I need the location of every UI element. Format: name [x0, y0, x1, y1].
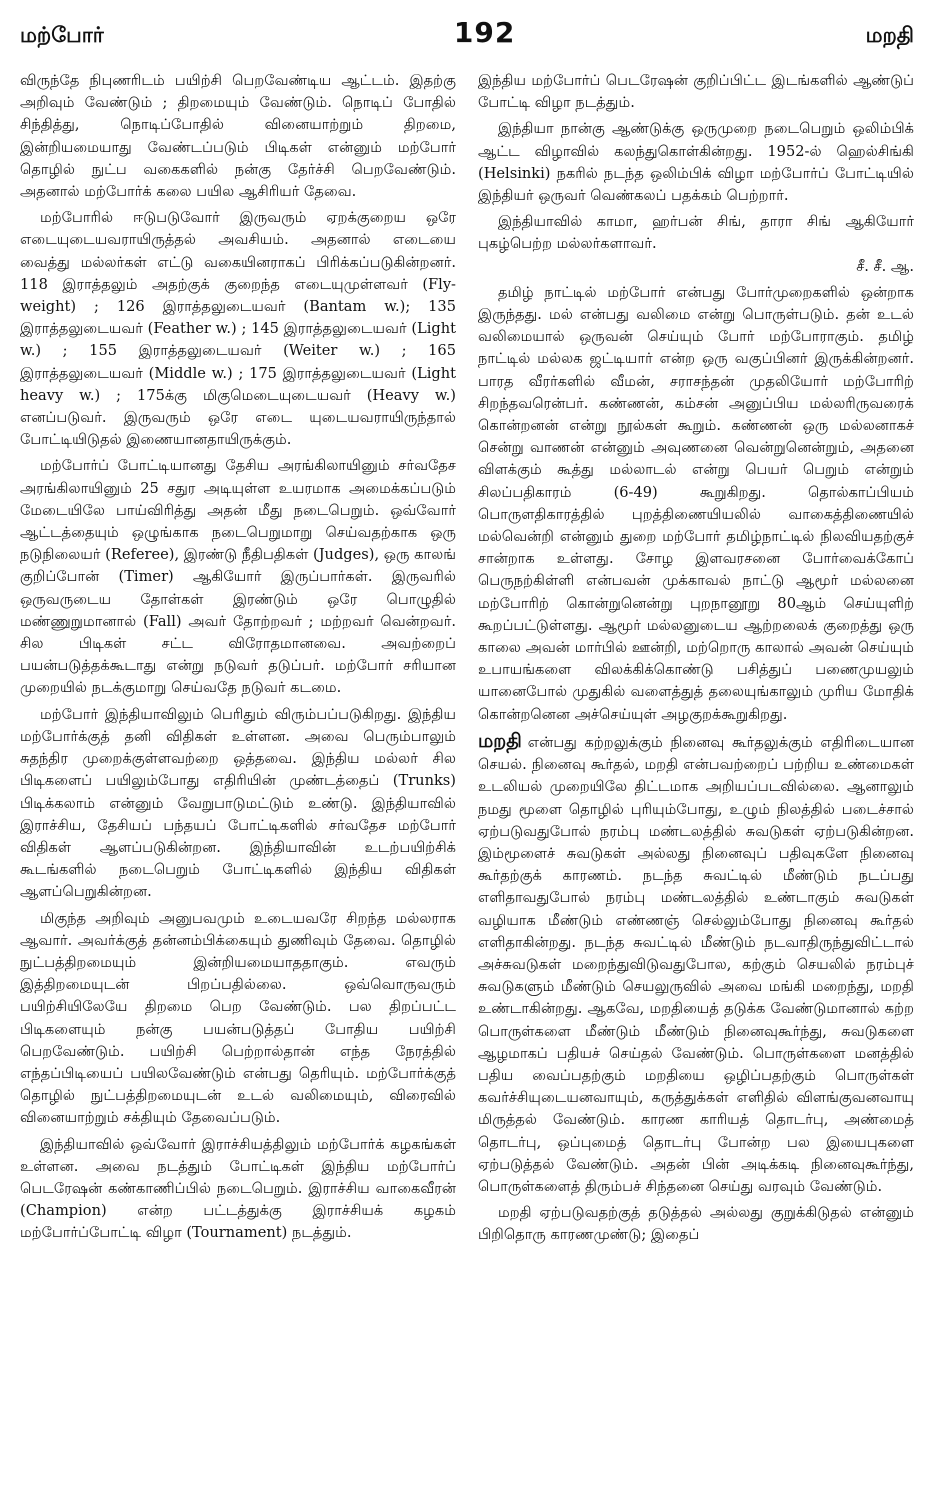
paragraph: மிகுந்த அறிவும் அனுபவமும் உடையவரே சிறந்த மல்லராக ஆவார். அவர்க்குத் தன்னம்பிக்கையும் துணிவும் தேவை. தொழில் நுட்பத்திறமையும் இன்றியமையாததாகும். எவரும் இத்திறமையுடன் பிறப்பதில்லை. ஒவ்வொருவரும் பயிற்சியிலேயே திறமை பெற வேண்டும். பல திறப்பட்ட பிடிகளையும் நன்கு பயன்படுத்தப் போதிய பயிற்சி பெறவேண்டும். பயிற்சி பெற்றால்தான் எந்த நேரத்தில் எந்தப்பிடியைப் பயிலவேண்டும் என்பது தெரியும். மற்போர்க்குத் தொழில் நுட்பத்திறமையுடன் உடல் வலிமையும், விரைவில் வினையாற்றும் சக்தியும் தேவைப்படும்.: [20, 909, 456, 1127]
paragraph: தமிழ் நாட்டில் மற்போர் என்பது போர்முறைகளில் ஒன்றாக இருந்தது. மல் என்பது வலிமை என்று பொருள்படும். தன் உடல் வலிமையால் ஒருவன் செய்யும் போர் மற்போராகும். தமிழ் நாட்டில் மல்லக ஜட்டியார் என்ற ஒரு வகுப்பினர் இருக்கின்றனர். பாரத வீரர்களில் வீமன், சராசந்தன் முதலியோர் மற்போரிற் சிறந்தவரென்பர். கண்ணன், கம்சன் அனுப்பிய மல்லரிருவரைக் கொன்றனன் என்று நூல்கள் கூறும். கண்ணன் ஒரு மல்லனாகச் சென்று வாணன் என்னும் அவுணனை வென்றுனென்றும், அதனை விளக்கும் கூத்து மல்லாடல் என்று பெயர் பெறும் என்றும் சிலப்பதிகாரம் (6-49) கூறுகிறது. தொல்காப்பியம் பொருளதிகாரத்தில் புறத்திணையியலில் வாகைத்திணையில் மல்வென்றி என்னும் துறை மற்போர் தமிழ்நாட்டில் நிலவியதற்குச் சான்றாக உள்ளது. சோழ இளவரசனை போர்வைக்கோப் பெருநற்கிள்ளி என்பவன் முக்காவல் நாட்டு ஆமூர் மல்லனை மற்போரிற் கொன்றுனென்று புறநானூறு 80ஆம் செய்யுளிற் கூறப்பட்டுள்ளது. ஆமூர் மல்லனுடைய ஆற்றலைக் குறைத்து ஒரு காலை அவன் மார்பில் ஊன்றி, மற்றொரு காலால் அவன் செய்யும் உபாயங்களை விலக்கிக்கொண்டு பசித்துப் பணைமுயலும் யானைபோல் முதுகில் வளைத்துத் தலையுங்காலும் முரிய மோதிக் கொன்றனென அச்செய்யுள் அழகுறக்கூறுகிறது.: [478, 283, 914, 723]
paragraph: விருந்தே நிபுணரிடம் பயிற்சி பெறவேண்டிய ஆட்டம். இதற்கு அறிவும் வேண்டும் ; திறமையும் வேண்டும். நொடிப் போதில் சிந்தித்து, நொடிப்போதில் வினையாற்றும் திறமை, இன்றியமையாது வேண்டப்படும் பிடிகள் என்னும் மற்போர் தொழில் நுட்ப வகைகளில் நன்கு தேர்ச்சி பெறவேண்டும். அதனால் மற்போர்க் கலை பயில ஆசிரியர் தேவை.: [20, 72, 456, 201]
author-initials: சீ. சீ. ஆ.: [856, 257, 914, 275]
page-header: [20, 16, 914, 62]
entry-headword: மறதி: [478, 729, 522, 752]
entry-text: என்பது கற்றலுக்கும் நினைவு கூர்தலுக்கும் எதிரிடையான செயல். நினைவு கூர்தல், மறதி என்பவற்றைப் பற்றிய உண்மைகள் உடலியல் முறையிலே திட்டமாக அறியப்படவில்லை. ஆனாலும் நமது மூளை தொழில் புரியும்போது, உழும் நிலத்தில் படைச்சால் ஏற்படுவதுபோல் நரம்பு மண்டலத்தில் சுவடுகள் ஏற்படுகின்றன. இம்மூளைச் சுவடுகள் அல்லது நினைவுப் பதிவுகளே நினைவு கூர்தற்குக் காரணம். நடந்த சுவட்டில் மீண்டும் நடப்பது எளிதாவதுபோல் நரம்பு மண்டலத்தில் உண்டாகும் சுவடுகள் வழியாக மீண்டும் எண்ணஞ் செல்லும்போது நினைவு கூர்தல் எளிதாகின்றது. நடந்த சுவட்டில் மீண்டும் நடவாதிருந்துவிட்டால் அச்சுவடுகள் மறைந்துவிடுவதுபோல, கற்கும் செயலில் நரம்புச் சுவடுகளும் மீண்டும் செயலுருவில் அவை மங்கி மறைந்து, மறதி உண்டாகின்றது. ஆகவே, மறதியைத் தடுக்க வேண்டுமானால் கற்ற பொருள்களை மீண்டும் மீண்டும் நினைவுகூர்ந்து, சுவடுகளை ஆழமாகப் பதியச் செய்தல் வேண்டும். பொருள்களை மனத்தில் பதிய வைப்பதற்கும் மறதியை ஒழிப்பதற்கும் பொருள்கள் கவர்ச்சியுடையனவாயும், கருத்துக்கள் எளிதில் விளங்குவனவாயு மிருத்தல் வேண்டும். காரண காரியத் தொடர்பு, அண்மைத் தொடர்பு, ஒப்புமைத் தொடர்பு போன்ற பல இயைபுகளை ஏற்படுத்தல் வேண்டும். அதன் பின் அடிக்கடி நினைவுகூர்ந்து, பொருள்களைத் திரும்பச் சிந்தனை செய்து வரவும் வேண்டும்.: [478, 733, 914, 1195]
paragraph: மற்போரில் ஈடுபடுவோர் இருவரும் ஏறக்குறைய ஒரே எடையுடையவராயிருத்தல் அவசியம். அதனால் எடையை வைத்து மல்லர்கள் எட்டு வகையினராகப் பிரிக்கப்படுகின்றனர். 118 இராத்தலும் அதற்குக் குறைந்த எடையுமுள்ளவர் (Fly-weight) ; 126 இராத்தலுடையவர் (Bantam w.); 135 இராத்தலுடையவர் (Feather w.) ; 145 இராத்தலுடையவர் (Light w.) ; 155 இராத்தலுடையவர் (Weiter w.) ; 165 இராத்தலுடையவர் (Middle w.) ; 175 இராத்தலுடையவர் (Light heavy w.) ; 175க்கு மிகுமெடையுடையவர் (Heavy w.) எனப்படுவர். இருவரும் ஒரே எடை யுடையவராயிருந்தால் போட்டியிடுதல் இணையானதாயிருக்கும்.: [20, 209, 456, 449]
paragraph: இந்தியாவில் ஒவ்வோர் இராச்சியத்திலும் மற்போர்க் கழகங்கள் உள்ளன. அவை நடத்தும் போட்டிகள் இந்திய மற்போர்ப் பெடரேஷன் கண்காணிப்பில் நடைபெறும். இராச்சிய வாகைவீரன் (Champion) என்ற பட்டத்துக்கு இராச்சியக் கழகம் மற்போர்ப்போட்டி விழா (Tournament) நடத்தும்.: [20, 1135, 456, 1242]
right-column: [478, 70, 914, 1251]
paragraph: இந்திய மற்போர்ப் பெடரேஷன் குறிப்பிட்ட இடங்களில் ஆண்டுப் போட்டி விழா நடத்தும்.: [478, 72, 914, 112]
paragraph: இந்தியாவில் காமா, ஹர்பன் சிங், தாரா சிங் ஆகியோர் புகழ்பெற்ற மல்லர்களாவர்.: [478, 213, 914, 253]
header-left-word: மற்போர்: [20, 23, 104, 47]
text-columns: [20, 70, 914, 1251]
paragraph: மறதி ஏற்படுவதற்குத் தடுத்தல் அல்லது குறுக்கிடுதல் என்னும் பிறிதொரு காரணமுண்டு; இதைப்: [478, 1204, 914, 1244]
left-column: [20, 70, 456, 1251]
header-right-word: மறதி: [865, 23, 914, 47]
page-number: 192: [453, 16, 516, 49]
paragraph: மற்போர் இந்தியாவிலும் பெரிதும் விரும்பப்படுகிறது. இந்திய மற்போர்க்குத் தனி விதிகள் உள்ளன. அவை பெரும்பாலும் சுதந்திர முறைக்குள்ளவற்றை ஒத்தவை. இந்திய மல்லர் சில பிடிகளைப் பயிலும்போது எதிரியின் முண்டத்தைப் (Trunks) பிடிக்கலாம் என்னும் வேறுபாடுமட்டும் உண்டு. இந்தியாவில் இராச்சிய, தேசியப் பந்தயப் போட்டிகளில் சர்வதேச மற்போர் விதிகள் ஆளப்படுகின்றன. இந்தியாவின் உடற்பயிற்சிக் கூடங்களில் நடைபெறும் போட்டிகளில் இந்திய விதிகள் ஆளப்பெறுகின்றன.: [20, 705, 456, 901]
entry-paragraph: [478, 730, 914, 1198]
paragraph: மற்போர்ப் போட்டியானது தேசிய அரங்கிலாயினும் சர்வதேச அரங்கிலாயினும் 25 சதுர அடியுள்ள உயரமாக அமைக்கப்படும் மேடையிலே பாய்விரித்து அதன் மீது நடைபெறும். ஒவ்வோர் ஆட்டத்தையும் ஒழுங்காக நடைபெறுமாறு செய்வதற்காக ஒரு நடுநிலையர் (Referee), இரண்டு நீதிபதிகள் (Judges), ஒரு காலங் குறிப்போன் (Timer) ஆகியோர் இருப்பார்கள். இருவரில் ஒருவருடைய தோள்கள் இரண்டும் ஒரே பொழுதில் மண்ணுறுமானால் (Fall) அவர் தோற்றவர் ; மற்றவர் வென்றவர். சில பிடிகள் சட்ட விரோதமானவை. அவற்றைப் பயன்படுத்தக்கூடாது என்று நடுவர் தடுப்பர். மற்போர் சரியான முறையில் நடக்குமாறு செய்வதே நடுவர் கடமை.: [20, 457, 456, 697]
paragraph: இந்தியா நான்கு ஆண்டுக்கு ஒருமுறை நடைபெறும் ஒலிம்பிக் ஆட்ட விழாவில் கலந்துகொள்கின்றது. 1952-ல் ஹெல்சிங்கி (Helsinki) நகரில் நடந்த ஒலிம்பிக் விழா மற்போர்ப் போட்டியில் இந்தியர் ஒருவர் வெண்கலப் பதக்கம் பெற்றார்.: [478, 120, 914, 205]
